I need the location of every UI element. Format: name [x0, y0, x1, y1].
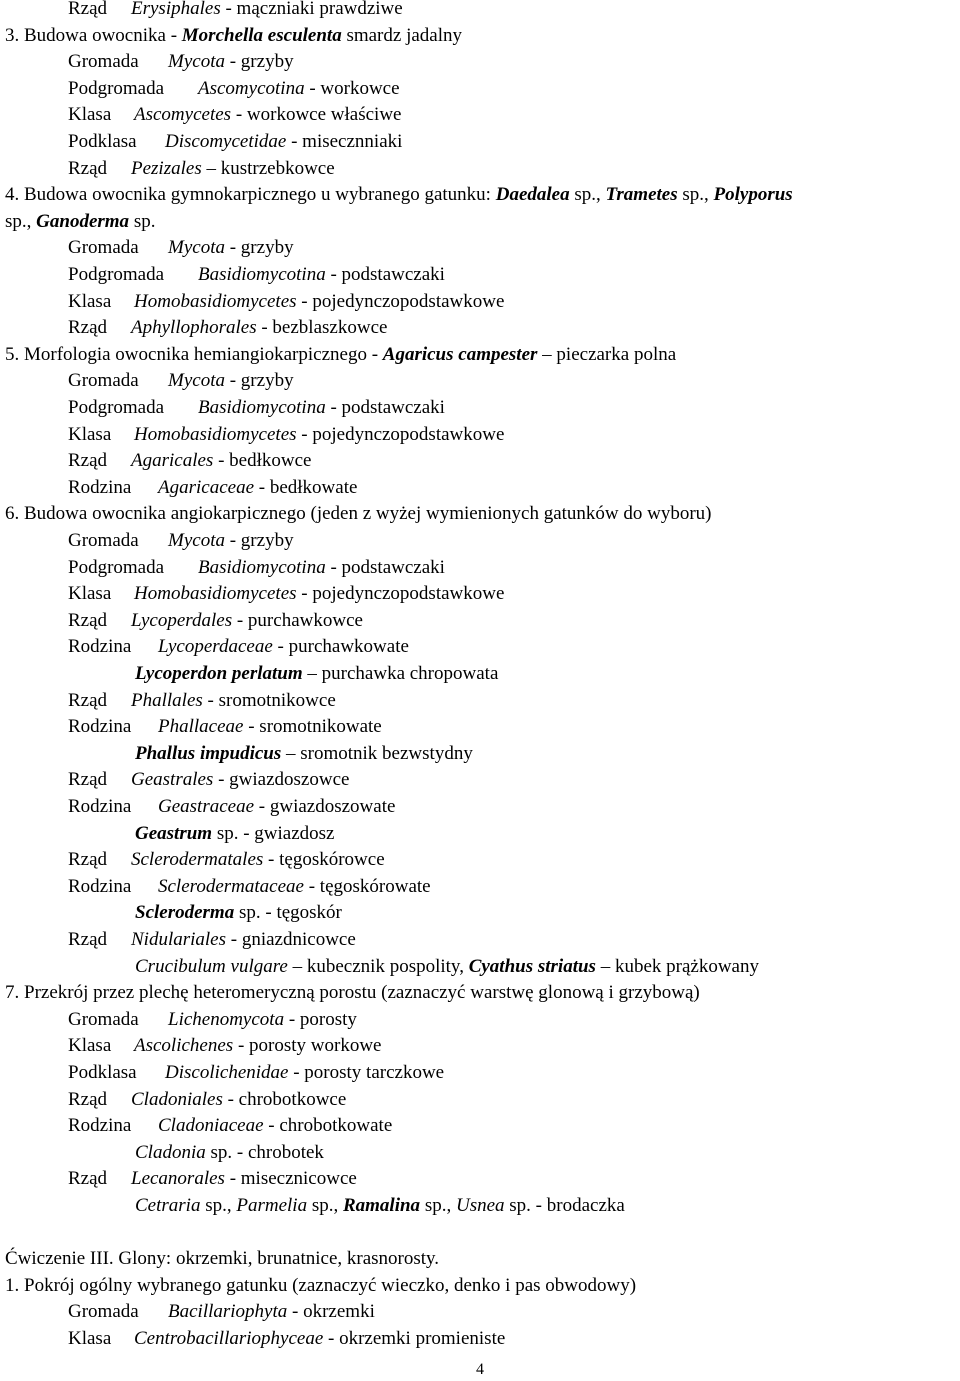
- taxon-name: Centrobacillariophyceae: [134, 1328, 324, 1349]
- taxon-name: Homobasidiomycetes: [134, 290, 297, 312]
- taxon-name: Homobasidiomycetes: [134, 423, 297, 445]
- text-segment: - bedłkowce: [213, 450, 312, 472]
- text-line: [135, 900, 342, 926]
- text-line: [68, 448, 311, 474]
- text-segment: - porosty: [284, 1008, 357, 1030]
- text-line: [68, 1113, 392, 1139]
- text-segment: - chrobotkowate: [263, 1115, 393, 1137]
- taxon-name: Usnea: [455, 1195, 505, 1216]
- text-segment: sp.,: [307, 1195, 343, 1216]
- taxon-name: Agaricus campester: [382, 343, 538, 365]
- text-segment: - misecznniaki: [286, 131, 403, 152]
- taxon-name: Lycoperdon perlatum: [135, 663, 303, 684]
- text-line: [68, 581, 504, 607]
- text-segment: - pojedynczopodstawkowe: [296, 583, 505, 605]
- taxon-rank: Klasa: [68, 1035, 112, 1057]
- text-line: [68, 847, 385, 873]
- text-segment: - bedłkowate: [254, 476, 358, 498]
- taxon-name: Mycota: [168, 51, 225, 73]
- taxon-name: Ascomycotina: [198, 77, 305, 99]
- text-segment: - grzyby: [224, 51, 294, 73]
- text-segment: - tęgoskórowce: [263, 849, 385, 871]
- taxon-name: Phallus impudicus: [135, 742, 282, 764]
- taxon-rank: Gromada: [68, 1008, 139, 1030]
- taxon-rank: Klasa: [68, 290, 112, 312]
- taxon-name: Ganoderma: [36, 210, 130, 232]
- taxon-rank: Rodzina: [68, 1115, 132, 1137]
- taxon-name: Mycota: [168, 237, 225, 259]
- taxon-rank: Klasa: [68, 1328, 112, 1349]
- taxon-rank: Gromada: [68, 51, 139, 73]
- text-segment: - porosty workowe: [233, 1035, 382, 1057]
- text-segment: sp.,: [5, 210, 37, 232]
- text-segment: - tęgoskórowate: [303, 875, 431, 897]
- text-segment: sp.,: [569, 184, 606, 206]
- text-segment: - purchawkowate: [272, 636, 409, 658]
- taxon-name: Ascolichenes: [134, 1035, 234, 1057]
- taxon-name: Parmelia: [236, 1195, 308, 1216]
- text-segment: - okrzemki promieniste: [323, 1328, 506, 1349]
- taxon-name: Discolichenidae: [165, 1062, 289, 1083]
- text-segment: - porosty tarczkowe: [288, 1062, 445, 1083]
- taxon-name: Agaricaceae: [158, 476, 255, 498]
- text-line: [68, 608, 363, 634]
- taxon-name: Sclerodermatales: [131, 849, 264, 871]
- text-segment: - workowce właściwe: [231, 104, 402, 126]
- taxon-rank: Klasa: [68, 423, 112, 445]
- taxon-rank: Rząd: [68, 317, 108, 339]
- text-line: [68, 102, 401, 128]
- taxon-rank: Gromada: [68, 1301, 139, 1323]
- text-line: [68, 555, 445, 581]
- text-line: [68, 1087, 346, 1113]
- taxon-rank: Rodzina: [68, 796, 132, 817]
- text-line: [5, 501, 712, 527]
- text-segment: sp.,: [200, 1195, 237, 1216]
- taxon-rank: Rodzina: [68, 476, 132, 498]
- taxon-name: Geastrum: [135, 822, 213, 844]
- text-segment: sp. - gwiazdosz: [212, 822, 335, 844]
- taxon-name: Morchella esculenta: [181, 24, 342, 46]
- text-segment: - purchawkowce: [232, 609, 363, 631]
- text-segment: 6. Budowa owocnika angiokarpicznego (jeden z wyżej wymienionych gatunków do wyboru): [5, 503, 712, 525]
- taxon-rank: Rząd: [68, 609, 108, 631]
- text-line: [68, 1299, 375, 1325]
- text-line: [68, 235, 294, 261]
- text-segment: - mączniaki prawdziwe: [220, 0, 403, 19]
- text-line: [68, 1060, 444, 1086]
- text-segment: - chrobotkowce: [222, 1088, 347, 1110]
- text-segment: - sromotnikowate: [243, 716, 382, 738]
- text-line: [68, 1166, 357, 1192]
- text-line: [68, 76, 400, 102]
- text-segment: – kubecznik pospolity,: [287, 955, 469, 977]
- text-line: [68, 129, 402, 155]
- taxon-name: Lycoperdaceae: [158, 636, 273, 658]
- text-segment: sp. - brodaczka: [504, 1195, 625, 1216]
- taxon-name: Phallaceae: [158, 716, 244, 738]
- text-segment: - sromotnikowce: [202, 689, 336, 711]
- page-number: 4: [476, 1361, 484, 1378]
- text-line: [5, 209, 155, 235]
- text-line: [68, 1007, 357, 1033]
- taxon-rank: Klasa: [68, 104, 112, 126]
- taxon-name: Discomycetidae: [165, 131, 287, 152]
- taxon-name: Lecanorales: [131, 1168, 225, 1190]
- text-segment: - misecznicowce: [224, 1168, 357, 1190]
- text-line: [135, 1140, 324, 1166]
- text-line: [68, 634, 409, 660]
- text-segment: – kustrzebkowce: [201, 157, 335, 179]
- text-line: [5, 1246, 439, 1272]
- text-segment: 5. Morfologia owocnika hemiangiokarpicznego -: [5, 343, 383, 365]
- taxon-name: Geastrales: [131, 769, 214, 791]
- text-segment: sp.,: [677, 184, 714, 206]
- text-segment: - pojedynczopodstawkowe: [296, 290, 505, 312]
- text-segment: sp. - tęgoskór: [234, 902, 342, 924]
- text-line: [68, 688, 336, 714]
- taxon-name: Nidulariales: [131, 929, 227, 950]
- taxon-name: Cladonia: [135, 1141, 206, 1163]
- text-line: [68, 395, 445, 421]
- text-line: [68, 1033, 381, 1059]
- text-segment: – purchawka chropowata: [302, 663, 499, 684]
- text-line: [68, 874, 431, 900]
- text-segment: sp. - chrobotek: [205, 1141, 324, 1163]
- taxon-rank: Podgromada: [68, 397, 165, 418]
- taxon-name: Basidiomycotina: [198, 556, 326, 578]
- taxon-rank: Podgromada: [68, 264, 165, 285]
- taxon-rank: Rząd: [68, 929, 108, 950]
- text-line: [68, 714, 382, 740]
- text-line: [68, 289, 504, 315]
- taxon-rank: Gromada: [68, 530, 139, 551]
- text-line: [135, 741, 473, 767]
- text-segment: - gwiazdoszowce: [213, 769, 350, 791]
- text-segment: – sromotnik bezwstydny: [281, 742, 473, 764]
- text-segment: - podstawczaki: [325, 556, 445, 578]
- taxon-rank: Rząd: [68, 849, 108, 871]
- text-line: [68, 0, 403, 22]
- text-line: [135, 821, 335, 847]
- taxon-name: Bacillariophyta: [168, 1301, 288, 1323]
- taxon-rank: Rząd: [68, 0, 108, 19]
- taxon-name: Ramalina: [342, 1195, 421, 1216]
- taxon-rank: Gromada: [68, 237, 139, 259]
- text-line: [68, 475, 357, 501]
- taxon-name: Crucibulum vulgare: [135, 955, 288, 977]
- text-line: [68, 262, 445, 288]
- taxon-name: Polyporus: [713, 184, 793, 206]
- taxon-name: Agaricales: [131, 450, 214, 472]
- text-segment: - workowce: [304, 77, 400, 99]
- text-segment: 7. Przekrój przez plechę heteromeryczną porostu (zaznaczyć warstwę glonową i grzybową): [5, 982, 700, 1004]
- text-segment: - pojedynczopodstawkowe: [296, 423, 505, 445]
- text-line: [68, 767, 349, 793]
- taxon-rank: Rząd: [68, 689, 108, 711]
- taxon-name: Trametes: [605, 184, 678, 206]
- taxon-name: Erysiphales: [131, 0, 221, 19]
- text-line: [135, 1193, 625, 1219]
- text-line: [68, 528, 294, 554]
- text-line: [68, 49, 294, 75]
- text-segment: 1. Pokrój ogólny wybranego gatunku (zaznaczyć wieczko, denko i pas obwodowy): [5, 1274, 637, 1296]
- taxon-rank: Podgromada: [68, 77, 165, 99]
- text-segment: - grzyby: [224, 530, 294, 551]
- text-segment: - okrzemki: [287, 1301, 375, 1323]
- taxon-name: Pezizales: [131, 157, 202, 179]
- text-segment: smardz jadalny: [341, 24, 462, 46]
- text-line: [5, 182, 793, 208]
- taxon-name: Basidiomycotina: [198, 397, 326, 418]
- text-segment: sp.,: [420, 1195, 456, 1216]
- taxon-name: Aphyllophorales: [131, 317, 257, 339]
- taxon-rank: Rodzina: [68, 716, 132, 738]
- taxon-name: Sclerodermataceae: [158, 875, 304, 897]
- taxon-name: Daedalea: [495, 184, 570, 206]
- taxon-name: Geastraceae: [158, 796, 255, 817]
- text-segment: – pieczarka polna: [537, 343, 677, 365]
- text-line: [68, 156, 335, 182]
- text-segment: - podstawczaki: [325, 264, 445, 285]
- taxon-name: Cladoniales: [131, 1088, 223, 1110]
- taxon-name: Lichenomycota: [168, 1008, 285, 1030]
- taxon-name: Mycota: [168, 530, 225, 551]
- text-segment: - gwiazdoszowate: [254, 796, 396, 817]
- text-line: [68, 1326, 505, 1352]
- text-line: [135, 954, 759, 980]
- taxon-name: Homobasidiomycetes: [134, 583, 297, 605]
- taxon-name: Mycota: [168, 370, 225, 392]
- text-segment: Ćwiczenie III. Glony: okrzemki, brunatnice, krasnorosty.: [5, 1248, 440, 1270]
- taxon-name: Ascomycetes: [134, 104, 232, 126]
- taxon-name: Cetraria: [135, 1195, 201, 1216]
- text-segment: – kubek prążkowany: [595, 955, 759, 977]
- text-segment: - gniazdnicowce: [226, 929, 356, 950]
- taxon-rank: Podgromada: [68, 556, 165, 578]
- text-segment: 3. Budowa owocnika -: [5, 24, 182, 46]
- taxon-rank: Podklasa: [68, 1062, 137, 1083]
- text-segment: - podstawczaki: [325, 397, 445, 418]
- taxon-name: Basidiomycotina: [198, 264, 326, 285]
- taxon-rank: Rząd: [68, 1088, 108, 1110]
- text-line: [68, 315, 387, 341]
- text-line: [68, 368, 294, 394]
- text-line: [68, 422, 504, 448]
- taxon-rank: Rodzina: [68, 636, 132, 658]
- taxon-name: Cyathus striatus: [468, 955, 596, 977]
- taxon-name: Cladoniaceae: [158, 1115, 264, 1137]
- text-segment: - bezblaszkowce: [256, 317, 388, 339]
- text-line: [5, 23, 462, 49]
- taxon-rank: Rodzina: [68, 875, 132, 897]
- taxon-rank: Podklasa: [68, 131, 137, 152]
- text-segment: - grzyby: [224, 370, 294, 392]
- text-line: [68, 794, 395, 820]
- taxon-rank: Rząd: [68, 157, 108, 179]
- text-line: [5, 980, 700, 1006]
- text-line: [68, 927, 356, 953]
- taxon-name: Lycoperdales: [131, 609, 233, 631]
- taxon-rank: Rząd: [68, 769, 108, 791]
- taxon-rank: Klasa: [68, 583, 112, 605]
- taxon-name: Scleroderma: [135, 902, 235, 924]
- text-segment: sp.: [129, 210, 156, 232]
- taxon-rank: Rząd: [68, 450, 108, 472]
- text-line: [5, 342, 676, 368]
- text-line: [135, 661, 498, 687]
- text-segment: - grzyby: [224, 237, 294, 259]
- taxon-rank: Rząd: [68, 1168, 108, 1190]
- text-segment: 4. Budowa owocnika gymnokarpicznego u wybranego gatunku:: [5, 184, 496, 206]
- taxon-rank: Gromada: [68, 370, 139, 392]
- text-line: [5, 1273, 636, 1299]
- taxon-name: Phallales: [131, 689, 203, 711]
